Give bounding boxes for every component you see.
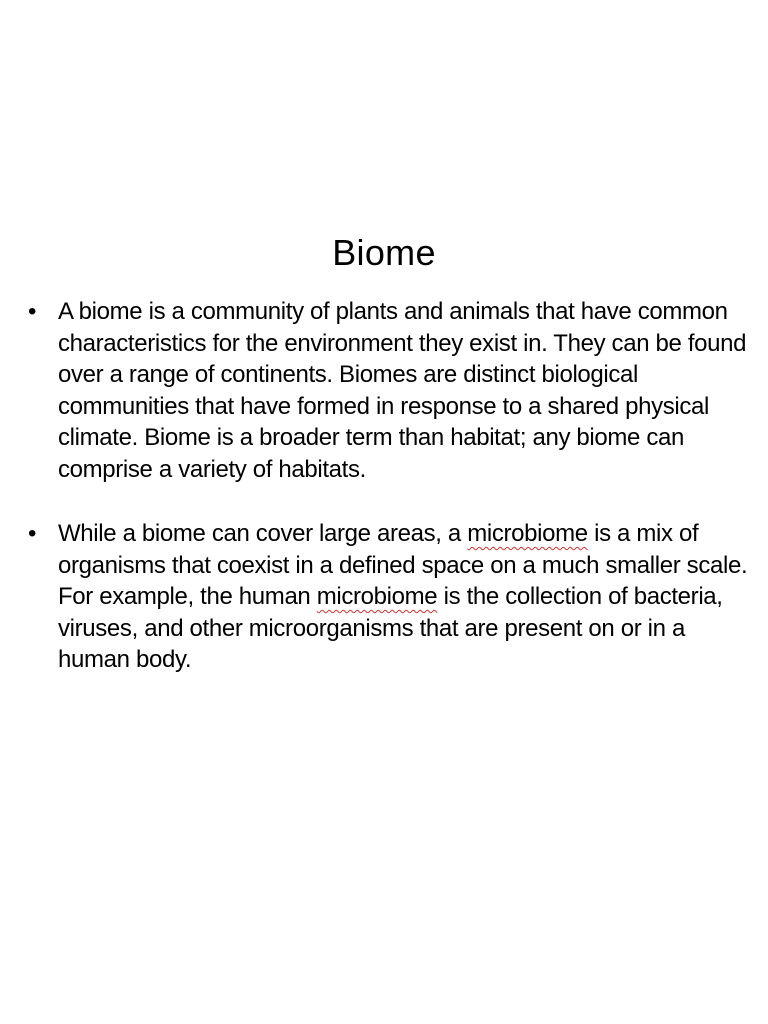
text-segment: is the collection of bacteria, viruses, and other microorganisms that are present on or in a human body. [58,583,723,673]
slide-title: Biome [332,232,436,273]
text-segment: is a mix of organisms that coexist in a defined space on a much smaller scale. For example, the human [58,520,748,610]
bullet-list [24,296,752,676]
bullet-point-icon: • [28,298,37,325]
bullet-item-biome-definition [24,296,752,485]
spellcheck-flagged-word[interactable]: microbiome [316,583,438,610]
bullet-text [58,520,747,673]
bullet-item-microbiome [24,518,752,676]
spellcheck-flagged-word[interactable]: microbiome [467,520,588,547]
text-segment: While a biome can cover large areas, a [58,520,468,547]
bullet-point-icon: • [28,520,37,547]
bullet-text: A biome is a community of plants and animals that have common characteristics for the environment they exist in. They can be found over a range of continents. Biomes are distinct biological communities that have formed in response to a shared physical climate. Biome is a broader term than habitat; any biome can comprise a variety of habitats. [58,298,747,483]
